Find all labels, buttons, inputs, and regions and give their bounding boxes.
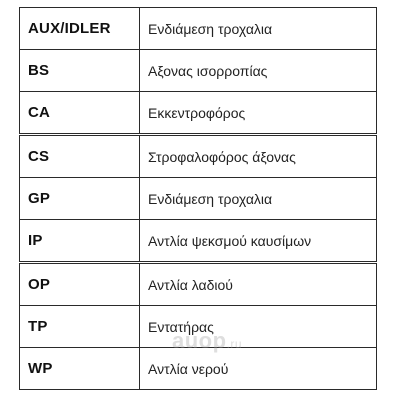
row-code: CS bbox=[20, 135, 140, 178]
table-row bbox=[20, 50, 377, 92]
table-row bbox=[20, 263, 377, 306]
row-description: Εντατήρας bbox=[140, 306, 377, 348]
row-code: BS bbox=[20, 50, 140, 92]
table-row bbox=[20, 348, 377, 390]
row-description: Αξονας ισορροπίας bbox=[140, 50, 377, 92]
row-code: GP bbox=[20, 178, 140, 220]
row-description: Αντλία νερού bbox=[140, 348, 377, 390]
watermark-text: auop bbox=[172, 328, 227, 353]
table-row bbox=[20, 220, 377, 263]
row-code: TP bbox=[20, 306, 140, 348]
row-description: Εκκεντροφόρος bbox=[140, 92, 377, 135]
row-code: WP bbox=[20, 348, 140, 390]
table-row bbox=[20, 8, 377, 50]
table-row bbox=[20, 92, 377, 135]
table-row bbox=[20, 135, 377, 178]
row-description: Ενδιάμεση τροχαλια bbox=[140, 8, 377, 50]
table-row bbox=[20, 178, 377, 220]
row-description: Αντλία ψεκσμού καυσίμων bbox=[140, 220, 377, 263]
table-row bbox=[20, 306, 377, 348]
row-code: AUX/IDLER bbox=[20, 8, 140, 50]
row-code: IP bbox=[20, 220, 140, 263]
watermark-suffix: .ru bbox=[226, 337, 243, 351]
row-code: CA bbox=[20, 92, 140, 135]
row-description: Στροφαλοφόρος άξονας bbox=[140, 135, 377, 178]
row-description: Ενδιάμεση τροχαλια bbox=[140, 178, 377, 220]
abbreviation-legend-table bbox=[19, 7, 377, 390]
row-description: Αντλία λαδιού bbox=[140, 263, 377, 306]
row-code: OP bbox=[20, 263, 140, 306]
